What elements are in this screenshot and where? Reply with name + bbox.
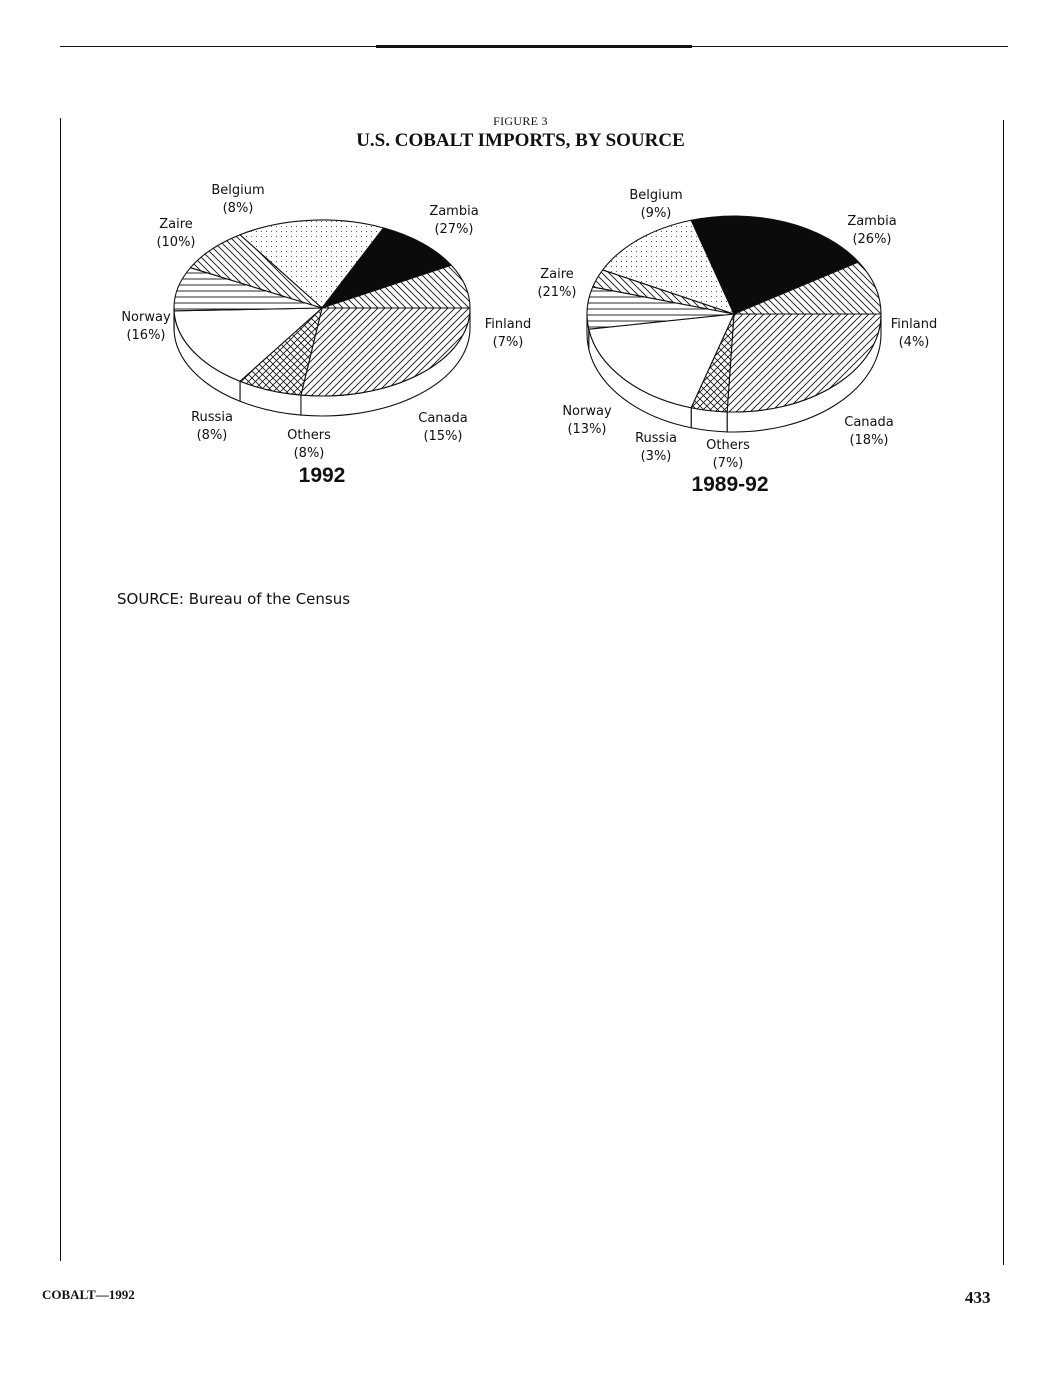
chart-title-1989-92: 1989-92	[691, 473, 769, 496]
label-zaire-pct: (21%)	[537, 285, 577, 300]
figure-title: U.S. COBALT IMPORTS, BY SOURCE	[356, 130, 685, 151]
label-norway-pct: (13%)	[567, 422, 607, 437]
label-others: Others	[287, 428, 331, 443]
label-zaire: Zaire	[540, 267, 574, 282]
page-number: 433	[965, 1288, 991, 1307]
label-belgium: Belgium	[211, 183, 265, 198]
label-canada: Canada	[844, 415, 894, 430]
label-zaire: Zaire	[159, 217, 193, 232]
label-finland-pct: (4%)	[898, 335, 930, 350]
pie-1992-slices	[174, 220, 470, 396]
label-finland: Finland	[890, 317, 938, 332]
label-canada-pct: (15%)	[423, 429, 463, 444]
label-norway-pct: (16%)	[126, 328, 166, 343]
pie-1989-92-slices	[587, 216, 881, 412]
label-others-pct: (8%)	[293, 446, 325, 461]
label-canada-pct: (18%)	[849, 433, 889, 448]
label-norway: Norway	[562, 404, 612, 419]
label-russia: Russia	[635, 431, 677, 446]
pie-slice-zambia	[301, 308, 470, 396]
pie-chart-1989-92	[537, 188, 937, 496]
label-belgium-pct: (8%)	[222, 201, 254, 216]
source-note: SOURCE: Bureau of the Census	[117, 590, 351, 608]
footer-title: COBALT—1992	[42, 1287, 135, 1302]
figure-label: FIGURE 3	[493, 114, 548, 128]
label-zambia: Zambia	[429, 204, 479, 219]
label-russia-pct: (3%)	[640, 449, 672, 464]
pie-slice-zambia	[727, 314, 881, 412]
label-russia: Russia	[191, 410, 233, 425]
label-others: Others	[706, 438, 750, 453]
label-zambia-pct: (26%)	[852, 232, 892, 247]
label-finland-pct: (7%)	[492, 335, 524, 350]
chart-title-1992: 1992	[298, 464, 346, 487]
label-finland: Finland	[484, 317, 532, 332]
label-others-pct: (7%)	[712, 456, 744, 471]
pie-chart-1992	[121, 183, 531, 487]
label-norway: Norway	[121, 310, 171, 325]
label-zambia-pct: (27%)	[434, 222, 474, 237]
label-zambia: Zambia	[847, 214, 897, 229]
label-zaire-pct: (10%)	[156, 235, 196, 250]
label-canada: Canada	[418, 411, 468, 426]
label-belgium-pct: (9%)	[640, 206, 672, 221]
label-belgium: Belgium	[629, 188, 683, 203]
label-russia-pct: (8%)	[196, 428, 228, 443]
